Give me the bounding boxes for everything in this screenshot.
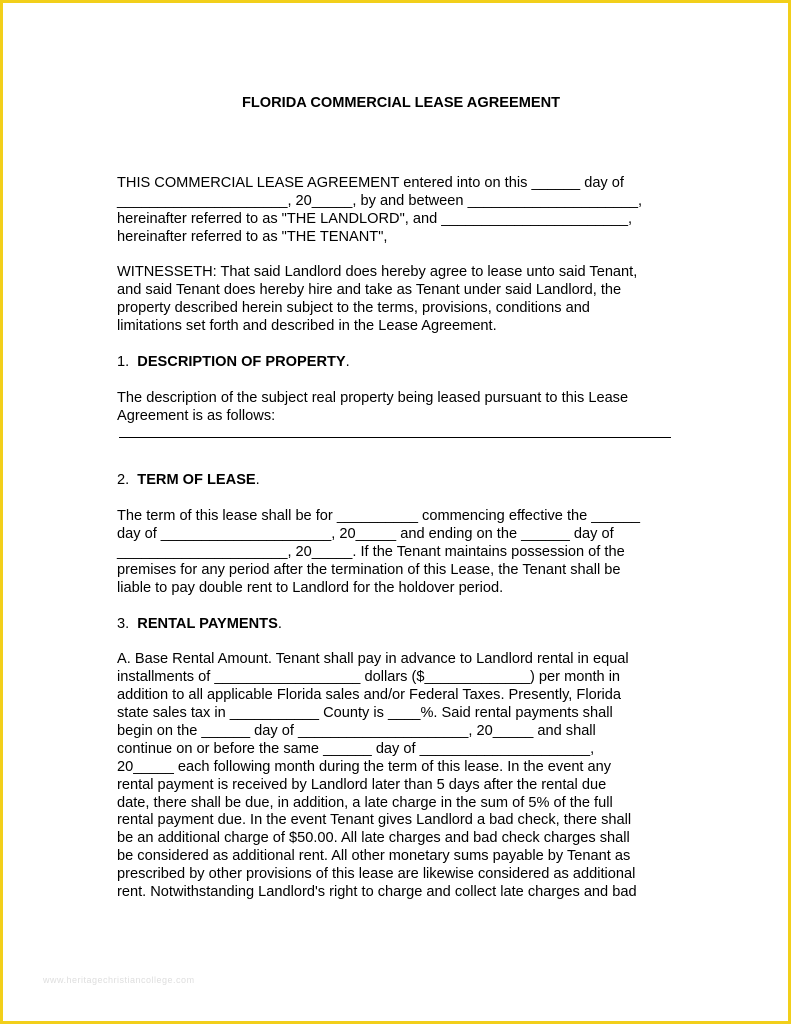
section-title-period: .	[255, 472, 260, 489]
witnesseth-paragraph	[117, 264, 679, 336]
section-title: TERM OF LEASE	[137, 472, 256, 489]
witnesseth-line: property described herein subject to the terms, provisions, conditions and	[117, 300, 590, 317]
section-line: continue on or before the same ______ day of _____________________,	[117, 740, 595, 757]
section-line: state sales tax in ___________ County is ____%. Said rental payments shall	[117, 705, 613, 722]
watermark-text: www.heritagechristiancollege.com	[43, 975, 195, 985]
section-line: rental payment is received by Landlord later than 5 days after the rental due	[117, 776, 607, 793]
intro-line: _____________________, 20_____, by and between _____________________,	[117, 192, 643, 209]
section-2-heading	[117, 472, 679, 490]
witnesseth-line: WITNESSETH: That said Landlord does hereby agree to lease unto said Tenant,	[117, 264, 638, 281]
section-line: A. Base Rental Amount. Tenant shall pay in advance to Landlord rental in equal	[117, 651, 629, 668]
section-2-body	[117, 508, 679, 597]
intro-line: THIS COMMERCIAL LEASE AGREEMENT entered into on this ______ day of	[117, 175, 624, 191]
section-title: RENTAL PAYMENTS	[137, 615, 278, 632]
witnesseth-line: limitations set forth and described in the Lease Agreement.	[117, 318, 497, 335]
intro-paragraph	[117, 175, 679, 247]
section-line: installments of __________________ dollars ($_____________) per month in	[117, 669, 621, 686]
section-line: rent. Notwithstanding Landlord's right to charge and collect late charges and bad	[117, 883, 637, 900]
section-line: The description of the subject real property being leased pursuant to this Lease	[117, 389, 629, 406]
section-1-body	[117, 390, 679, 426]
section-line: rental payment due. In the event Tenant gives Landlord a bad check, there shall	[117, 812, 632, 829]
section-3-body	[117, 651, 679, 901]
section-number: 1.	[117, 353, 130, 370]
section-line: be considered as additional rent. All other monetary sums payable by Tenant as	[117, 848, 631, 865]
section-3-heading	[117, 616, 679, 634]
section-title-period: .	[277, 615, 282, 632]
document-title: FLORIDA COMMERCIAL LEASE AGREEMENT	[241, 95, 561, 111]
section-line: begin on the ______ day of _____________________, 20_____ and shall	[117, 722, 596, 739]
section-line: The term of this lease shall be for __________ commencing effective the ______	[117, 508, 641, 525]
section-line: liable to pay double rent to Landlord for the holdover period.	[117, 579, 504, 596]
section-number: 3.	[117, 615, 130, 632]
section-line: _____________________, 20_____. If the Tenant maintains possession of the	[117, 544, 625, 561]
section-title: DESCRIPTION OF PROPERTY	[137, 353, 346, 370]
section-line: date, there shall be due, in addition, a late charge in the sum of 5% of the full	[117, 794, 613, 811]
section-1-heading	[117, 354, 679, 372]
document-body	[117, 95, 679, 902]
section-number: 2.	[117, 472, 130, 489]
section-line: day of _____________________, 20_____ and ending on the ______ day of	[117, 526, 614, 543]
section-title-period: .	[345, 353, 350, 370]
section-line: addition to all applicable Florida sales and/or Federal Taxes. Presently, Florida	[117, 687, 622, 704]
intro-line: hereinafter referred to as "THE LANDLORD", and _______________________,	[117, 210, 632, 227]
section-line: be an additional charge of $50.00. All late charges and bad check charges shall	[117, 830, 630, 847]
section-line: prescribed by other provisions of this lease are likewise considered as additional	[117, 866, 636, 883]
section-line: 20_____ each following month during the term of this lease. In the event any	[117, 758, 612, 775]
witnesseth-line: and said Tenant does hereby hire and take as Tenant under said Landlord, the	[117, 282, 622, 299]
section-line: Agreement is as follows:	[117, 407, 276, 424]
intro-line: hereinafter referred to as "THE TENANT",	[117, 228, 388, 245]
section-line: premises for any period after the termination of this Lease, the Tenant shall be	[117, 561, 621, 578]
